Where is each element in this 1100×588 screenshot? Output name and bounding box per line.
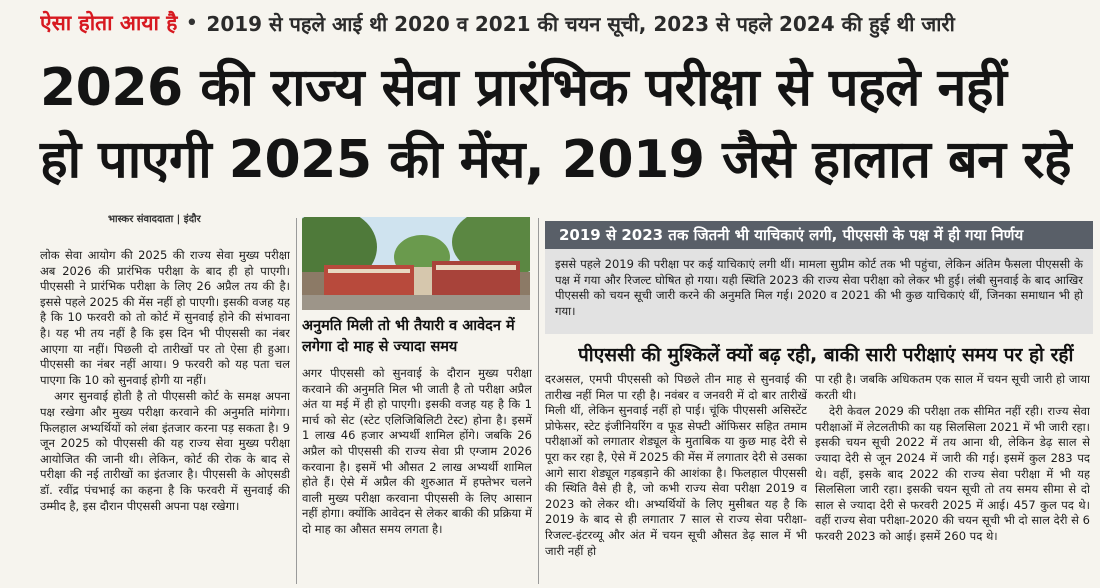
column-divider-2 <box>538 218 539 584</box>
article-column-3 <box>545 372 807 586</box>
box-paragraph: इससे पहले 2019 की परीक्षा पर कई याचिकाएं लगी थीं। मामला सुप्रीम कोर्ट तक भी पहुंचा, लेकिन अंतिम फैसला पीएससी के पक्ष में गया और रिजल्ट घोषित हो गया। यही स्थिति 2023 की राज्य सेवा परीक्षा को लेकर भी हुई। लंबी सुनवाई के बाद आखिर पीएससी को चयन सूची जारी करने की अनुमति मिल गई। 2020 व 2021 की भी कुछ याचिकाएं थीं, जिनका समाधान भी हो गया। <box>555 257 1083 318</box>
side-column <box>302 366 532 586</box>
headline-line-1: 2026 की राज्य सेवा प्रारंभिक परीक्षा से पहले नहीं <box>40 58 1007 118</box>
side-headline: अनुमति मिली तो भी तैयारी व आवेदन में लगेगा दो माह से ज्यादा समय <box>302 318 515 355</box>
col4-paragraph-1: पा रही है। जबकि अधिकतम एक साल में चयन सूची जारी हो जाया करती थी। <box>815 372 1090 402</box>
box-body <box>545 249 1093 334</box>
col1-paragraph-2: अगर सुनवाई होती है तो पीएससी कोर्ट के समक्ष अपना पक्ष रखेगा और मुख्य परीक्षा करवाने की अनुमति मांगेगा। फिलहाल अभ्यर्थियों को लंबा इंतजार करना पड़ सकता है। 9 जून 2025 को पीएससी की यह राज्य सेवा मुख्य परीक्षा आयोजित की जानी थी। लेकिन, कोर्ट की रोक के बाद से परीक्षा की नई तारीखों का इंतजार है। पीएससी के ओएसडी डॉ. रवींद्र पंचभाई का कहना है कि फरवरी में सुनवाई की उम्मीद है, इस दौरान पीएससी अपना पक्ष रखेगा। <box>40 389 290 513</box>
building-photo-image <box>302 217 530 310</box>
strap-subtitle: 2019 से पहले आई थी 2020 व 2021 की चयन सूची, 2023 से पहले 2024 की हुई थी जारी <box>206 11 955 36</box>
box-heading: 2019 से 2023 तक जितनी भी याचिकाएं लगी, पीएससी के पक्ष में ही गया निर्णय <box>545 221 1093 249</box>
byline: भास्कर संवाददाता | इंदौर <box>108 214 201 225</box>
section-heading: पीएससी की मुश्किलें क्यों बढ़ रही, बाकी सारी परीक्षाएं समय पर हो रहीं <box>578 344 1074 366</box>
bullet-icon: • <box>185 10 199 36</box>
col3-paragraph: दरअसल, एमपी पीएससी को पिछले तीन माह से सुनवाई की तारीख नहीं मिल पा रही है। नवंबर व जनवरी में दो बार तारीखें मिली थीं, लेकिन सुनवाई नहीं हो पाई। चूंकि पीएससी असिस्टेंट प्रोफेसर, स्टेट इंजीनियरिंग व फूड सेफ्टी ऑफिसर सहित तमाम परीक्षाओं को लगातार शेड्यूल के मुताबिक या कुछ माह देरी से पूरा कर रहा है, ऐसे में 2025 की मेंस में लगातार देरी से उसका आगे सारा शेड्यूल गड़बड़ाने की आशंका है। फिलहाल पीएससी की स्थिति वैसे ही है, जो कभी राज्य सेवा परीक्षा 2019 व 2023 को लेकर थी। अभ्यर्थियों के लिए मुसीबत यह है कि 2019 के बाद से ही लगातार 7 साल से राज्य सेवा परीक्षा-रिजल्ट-इंटरव्यू और अंत में चयन सूची औसत डेढ़ साल में भी जारी नहीं हो <box>545 372 807 558</box>
news-photo <box>302 217 530 310</box>
article-column-1 <box>40 248 290 586</box>
main-headline <box>40 52 1090 196</box>
kicker-label: ऐसा होता आया है <box>40 11 178 35</box>
top-strap <box>40 6 1090 40</box>
headline-line-2: हो पाएगी 2025 की मेंस, 2019 जैसे हालात बन रहे <box>40 130 1071 190</box>
col4-paragraph-2: देरी केवल 2029 की परीक्षा तक सीमित नहीं रही। राज्य सेवा परीक्षाओं में लेटलतीफी का यह सिलसिला 2021 में भी जारी रहा। इसकी चयन सूची 2022 में तय आना थी, लेकिन डेढ़ साल से ज्यादा देरी से जून 2024 में जारी की गई। इसमें कुल 283 पद थे। वहीं, इसके बाद 2022 की राज्य सेवा परीक्षा में भी यह सिलसिला जारी रहा। इसकी चयन सूची तो तय समय सीमा से दो साल से ज्यादा देरी से फरवरी 2025 में आई। 457 कुल पद थे। वहीं राज्य सेवा परीक्षा-2020 की चयन सूची भी दो साल देरी से 6 फरवरी 2023 को आई। इसमें 260 पद थे। <box>815 404 1090 543</box>
article-column-4 <box>815 372 1090 586</box>
column-divider <box>296 218 297 584</box>
col1-paragraph-1: लोक सेवा आयोग की 2025 की राज्य सेवा मुख्य परीक्षा अब 2026 की प्रारंभिक परीक्षा के बाद ही हो पाएगी। पीएससी ने प्रारंभिक परीक्षा के लिए 26 अप्रैल तय की है। इससे पहले 2025 की मेंस नहीं हो पाएगी। इसकी वजह यह है कि 10 फरवरी को तो कोर्ट में सुनवाई होने की संभावना है। यह भी तय नहीं है कि इस दिन भी पीएससी का नंबर आएगा या नहीं। पिछली दो तारीखों पर तो ऐसा ही हुआ। पीएससी का नंबर नहीं आया। 9 फरवरी को यह पता चल पाएगा कि 10 को सुनवाई होगी या नहीं। <box>40 248 290 387</box>
side-paragraph: अगर पीएससी को सुनवाई के दौरान मुख्य परीक्षा करवाने की अनुमति मिल भी जाती है तो परीक्षा अप्रैल अंत या मई में ही हो पाएगी। इसकी वजह यह है कि 1 मार्च को सेट (स्टेट एलिजिबिलिटी टेस्ट) होना है। इसमें 1 लाख 46 हजार अभ्यर्थी शामिल होंगे। जबकि 26 अप्रैल को पीएससी की राज्य सेवा प्री एग्जाम 2026 करवाना है। इसमें भी औसत 2 लाख अभ्यर्थी शामिल होते हैं। ऐसे में अप्रैल की शुरुआत में हफ्तेभर चलने वाली मुख्य परीक्षा करवाना पीएससी के लिए आसान नहीं होगा। क्योंकि आवेदन से लेकर बाकी की प्रक्रिया में दो माह का औसत समय लगता है। <box>302 366 532 536</box>
